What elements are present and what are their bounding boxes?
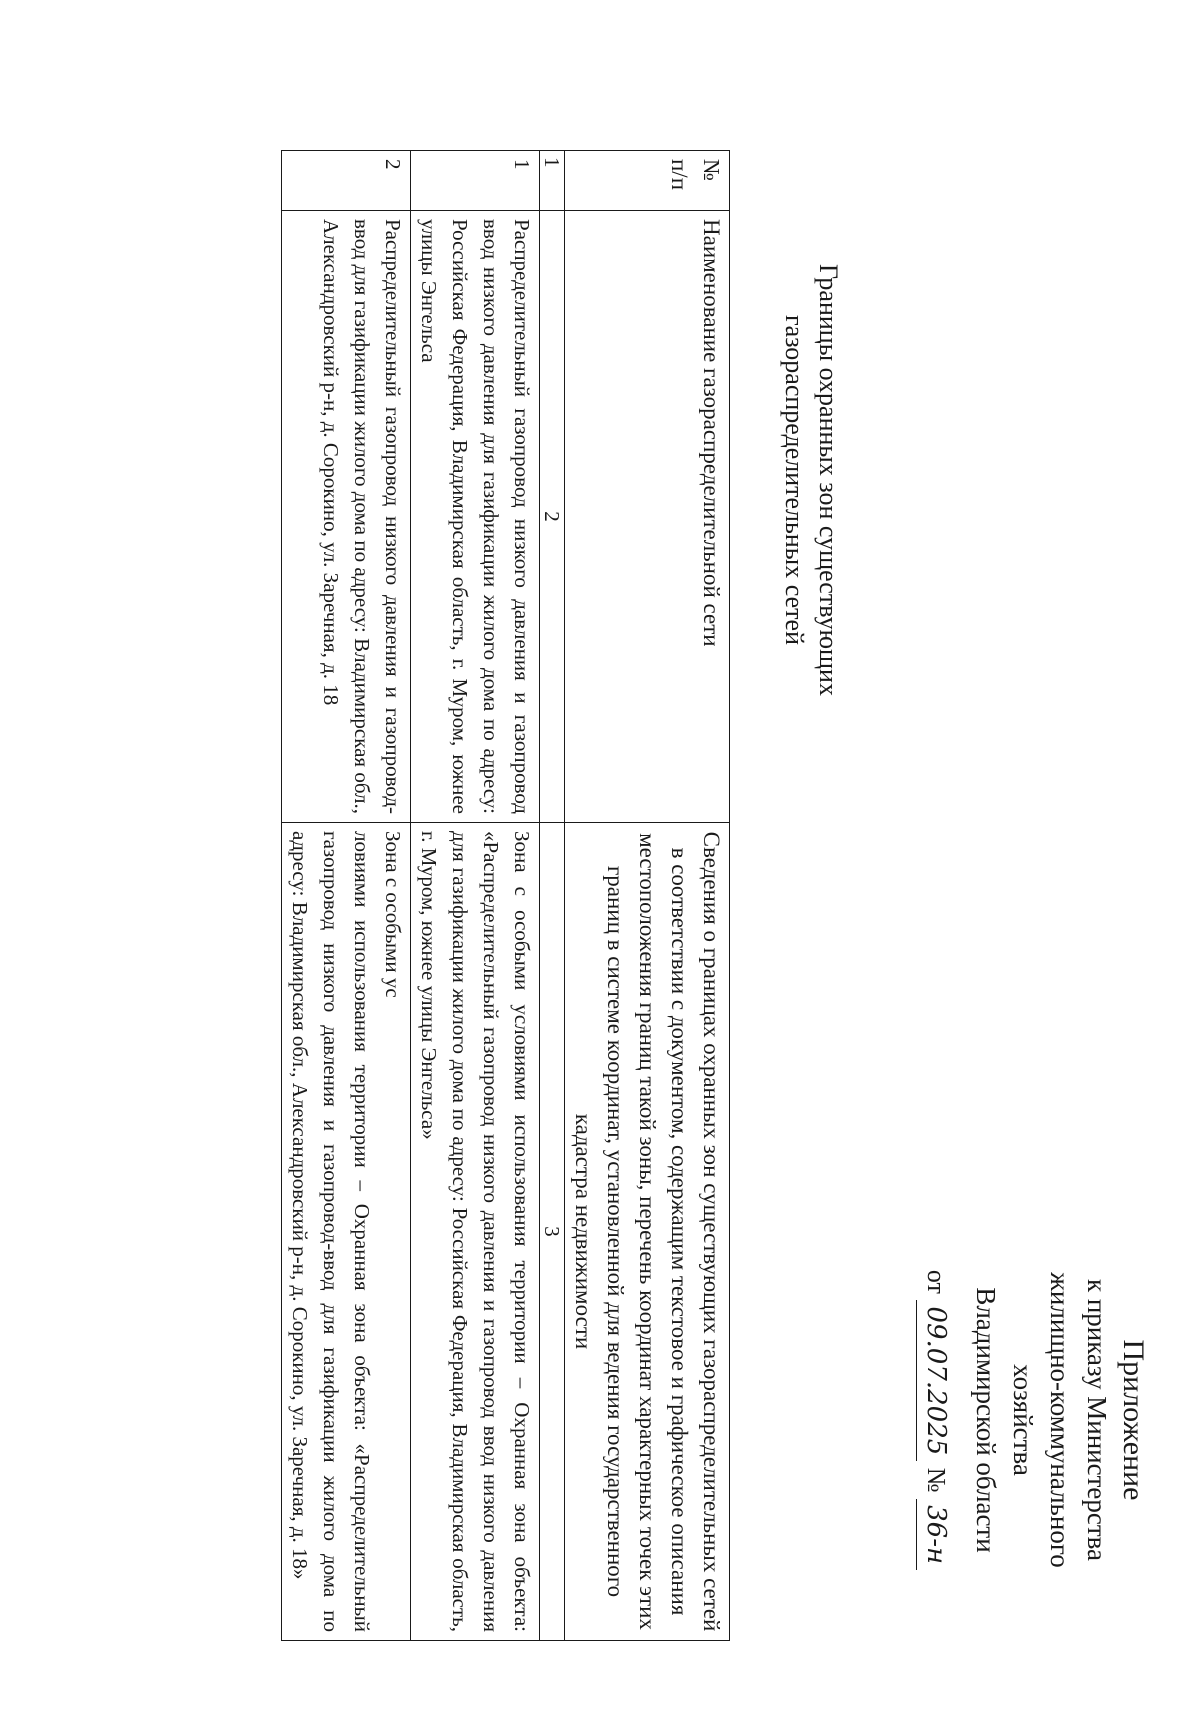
column-number: 1	[540, 151, 565, 211]
date-prefix: от	[922, 1269, 951, 1294]
zone-text-part-1: Зона с особыми ус	[381, 831, 405, 998]
number-prefix: №	[922, 1467, 951, 1493]
table-row	[282, 151, 411, 1641]
zones-table	[281, 150, 730, 1641]
row-zone-description: Зона с особыми условиями использования территории – Охранная зона объекта: «Распределительный газопровод низкого давления и газопровод ввод низкого давления для газификации жилого дома по адресу: Российская Федерация, Владимирская область, г. Муром, южнее улицы Энгельса»	[411, 823, 540, 1641]
heading-line-2: газораспределительных сетей	[780, 314, 809, 645]
header-network-name: Наименование газораспределительной сети	[565, 211, 730, 823]
document-page	[30, 40, 1190, 1680]
row-number: 2	[282, 151, 411, 211]
header-number: № п/п	[565, 151, 730, 211]
column-number: 2	[540, 211, 565, 823]
appendix-line-2: жилищно-коммунального хозяйства	[1008, 1272, 1075, 1568]
table-row	[411, 151, 540, 1641]
table-header-row	[565, 151, 730, 1641]
row-network-name: Распределительный газопровод низкого давления и газопровод-ввод для газификации жилого дома по адресу: Владимирская обл., Александровский р-н, д. Сорокино, ул. Заречная, д. 18	[282, 211, 411, 823]
appendix-title: Приложение	[1117, 1339, 1150, 1501]
header-zone-info: Сведения о границах охранных зон существующих газораспределительных сетей в соответствии с документом, содержащим текстовое и графическое описания местоположения границ такой зоны, перечень координат характерных точек этих границ в системе координат, установленной для ведения государственного кадастра недвижимости	[565, 823, 730, 1641]
zone-text-part-2: ловиями использования территории – Охранная зона объекта: «Распределительный газопровод низкого давления и газопровод-ввод для газификации жилого дома по адресу: Владимирская обл., Александровский р-н, д. Сорокино, ул. Заречная, д. 18»	[288, 831, 374, 1632]
order-number: 36-н	[916, 1499, 954, 1570]
document-heading	[777, 200, 845, 760]
row-zone-description	[282, 823, 411, 1641]
appendix-line-1: к приказу Министерства	[1082, 1278, 1112, 1562]
appendix-block	[916, 1220, 1152, 1620]
heading-line-1: Границы охранных зон существующих	[814, 264, 843, 696]
appendix-line-3: Владимирской области	[971, 1287, 1001, 1553]
row-number: 1	[411, 151, 540, 211]
column-number-row	[540, 151, 565, 1641]
row-network-name: Распределительный газопровод низкого давления и газопровод ввод низкого давления для газификации жилого дома по адресу: Российская Федерация, Владимирская область, г. Муром, южнее улицы Энгельса	[411, 211, 540, 823]
column-number: 3	[540, 823, 565, 1641]
order-date-number	[916, 1220, 955, 1620]
order-date: 09.07.2025	[916, 1300, 954, 1461]
